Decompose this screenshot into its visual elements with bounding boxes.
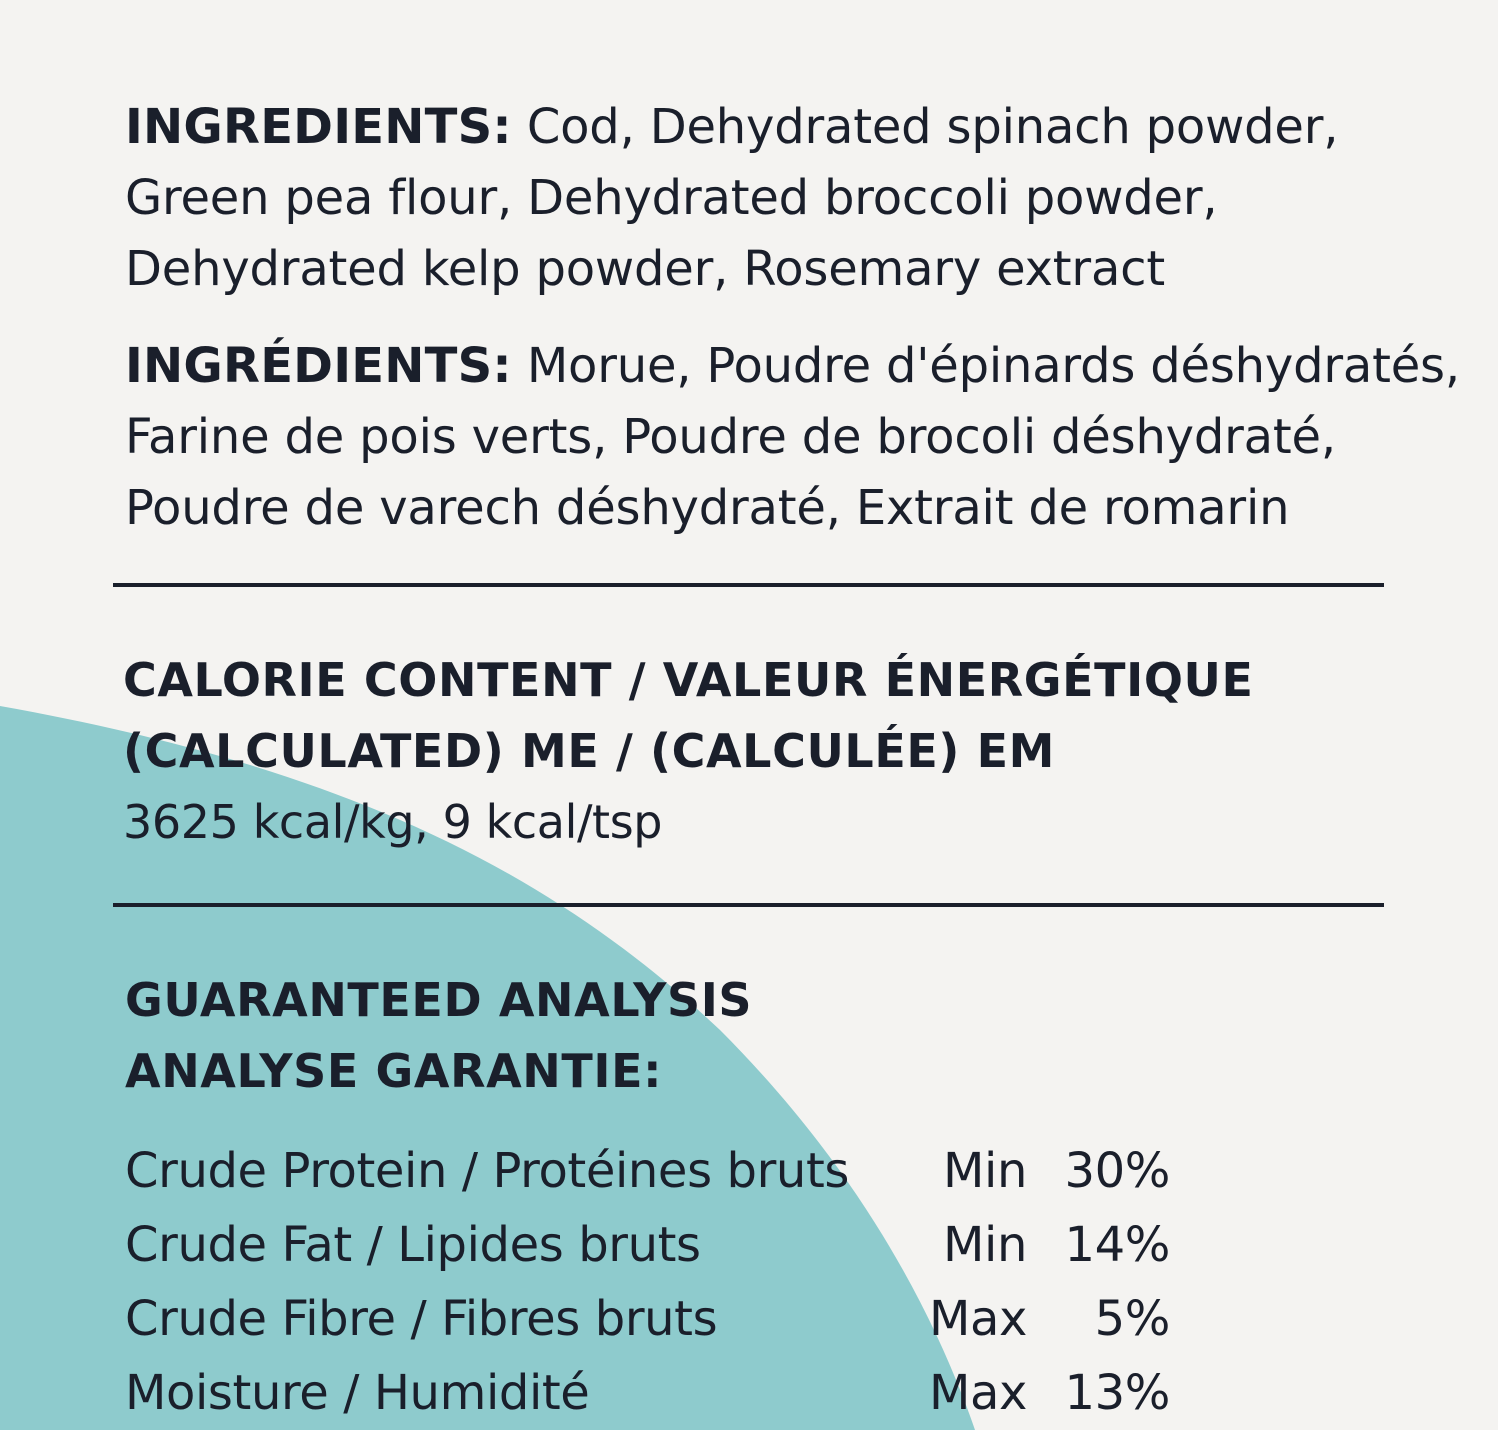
analysis-row-value: 14% [1064, 1217, 1170, 1273]
analysis-row-value: 30% [1064, 1143, 1170, 1199]
analysis-row-fat [125, 1208, 1225, 1282]
analysis-row-name: Crude Protein / Protéines bruts [125, 1143, 849, 1199]
analysis-row-name: Crude Fat / Lipides bruts [125, 1217, 701, 1273]
ingredients-french-line2: Farine de pois verts, Poudre de brocoli déshydraté, [125, 409, 1336, 465]
divider-bottom [113, 903, 1384, 907]
ingredients-french-line3: Poudre de varech déshydraté, Extrait de romarin [125, 480, 1290, 536]
analysis-row-qualifier: Min [943, 1217, 1027, 1273]
divider-top [113, 583, 1384, 587]
analysis-row-fibre [125, 1282, 1225, 1356]
analysis-table [125, 1134, 1225, 1430]
ingredients-french-line1 [125, 331, 1465, 402]
analysis-row-qualifier: Max [928, 1365, 1027, 1421]
analysis-row-protein [125, 1134, 1225, 1208]
analysis-row-value: 5% [1094, 1291, 1170, 1347]
analysis-row-value: 13% [1064, 1365, 1170, 1421]
analysis-row-name: Moisture / Humidité [125, 1365, 590, 1421]
ingredients-english [125, 92, 1465, 305]
ingredients-french [125, 331, 1465, 544]
analysis-heading [125, 965, 752, 1107]
analysis-row-moisture [125, 1356, 1225, 1430]
ingredients-english-label: INGREDIENTS: [125, 99, 512, 155]
ingredients-english-line3: Dehydrated kelp powder, Rosemary extract [125, 241, 1165, 297]
calorie-heading-line2: (CALCULATED) ME / (CALCULÉE) EM [123, 724, 1055, 778]
analysis-heading-line1: GUARANTEED ANALYSIS [125, 973, 753, 1027]
ingredients-french-text1: Morue, Poudre d'épinards déshydratés, [526, 338, 1460, 394]
ingredients-english-text1: Cod, Dehydrated spinach powder, [526, 99, 1339, 155]
analysis-row-qualifier: Min [943, 1143, 1027, 1199]
ingredients-english-line1 [125, 92, 1465, 163]
calorie-heading [123, 645, 1254, 787]
ingredients-french-label: INGRÉDIENTS: [125, 338, 512, 394]
analysis-heading-line2: ANALYSE GARANTIE: [125, 1044, 663, 1098]
calorie-heading-line1: CALORIE CONTENT / VALEUR ÉNERGÉTIQUE [123, 653, 1254, 707]
calorie-value: 3625 kcal/kg, 9 kcal/tsp [123, 795, 663, 849]
analysis-row-name: Crude Fibre / Fibres bruts [125, 1291, 718, 1347]
ingredients-english-line2: Green pea flour, Dehydrated broccoli powder, [125, 170, 1218, 226]
analysis-row-qualifier: Max [928, 1291, 1027, 1347]
